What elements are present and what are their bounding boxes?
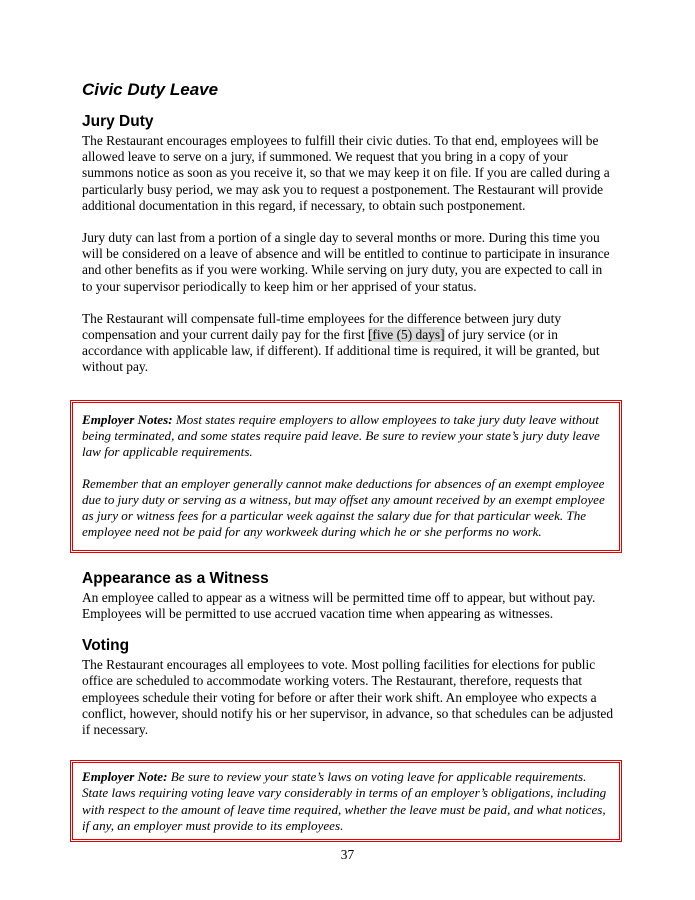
jury-duty-heading: Jury Duty — [82, 113, 154, 130]
document-page — [82, 80, 614, 842]
employer-note-text: Be sure to review your state’s laws on voting leave for applicable requirements. State laws requiring voting leave vary considerably in terms of an employer’s obligations, including with respect to the amount of leave time required, whether the leave must be paid, and what notices, if any, an employer must provide to its employees. — [82, 769, 607, 834]
jury-duty-paragraph-2: Jury duty can last from a portion of a single day to several months or more. During this time you will be considered on a leave of absence and will be entitled to continue to participate in insurance and other benefits as if you were working. While serving on jury duty, you are expected to call in to your supervisor periodically to keep him or her apprised of your status. — [82, 230, 610, 294]
employer-notes-text-1: Most states require employers to allow employees to take jury duty leave without being terminated, and some states require paid leave. Be sure to review your state’s jury duty leave law for applicable requirements. — [82, 411, 600, 460]
witness-heading: Appearance as a Witness — [82, 569, 269, 587]
employer-notes-paragraph-2: Remember that an employer generally cannot make deductions for absences of an exempt employee due to jury duty or serving as a witness, but may offset any amount received by an exempt employee as jury or witness fees for a particular week against the salary due for that particular week. The employee need not be paid for any workweek during which he or she performs no work. — [82, 475, 605, 540]
employer-notes-label: Employer Notes: — [82, 411, 173, 427]
jury-duty-paragraph-3 — [82, 311, 614, 376]
jury-duty-paragraph-3-end: of jury service (or in accordance with applicable law, if different). If additional time is required, it will be granted, but without pay. — [82, 327, 600, 375]
voting-paragraph: The Restaurant encourages all employees to vote. Most polling facilities for elections for public office are scheduled to accommodate working voters. The Restaurant, therefore, requests that employees schedule their voting for before or after their work shift. An employee who expects a conflict, however, should notify his or her supervisor, in advance, so that schedules can be adjusted if necessary. — [82, 657, 614, 737]
witness-paragraph: An employee called to appear as a witness will be permitted time off to appear, but without pay. Employees will be permitted to use accrued vacation time when appearing as witnesses. — [82, 589, 596, 621]
jury-duty-paragraph-1: The Restaurant encourages employees to fulfill their civic duties. To that end, employees will be allowed leave to serve on a jury, if summoned. We request that you bring in a copy of your summons notice as soon as you receive it, so that we may keep it on file. If you are called during a particularly busy period, we may ask you to request a postponement. The Restaurant will provide additional documentation in this regard, if necessary, to obtain such postponement. — [82, 133, 610, 213]
employer-notes-paragraph-1 — [73, 412, 613, 461]
voting-heading: Voting — [82, 637, 130, 655]
section-title: Civic Duty Leave — [82, 80, 219, 99]
highlighted-placeholder: [five (5) days] — [367, 327, 445, 343]
page-number: 37 — [340, 847, 355, 862]
employer-note-paragraph — [73, 769, 613, 834]
employer-note-label: Employer Note: — [82, 769, 168, 785]
employer-note-box — [70, 760, 622, 842]
employer-notes-box — [70, 400, 622, 553]
jury-duty-paragraph-3-start: The Restaurant will compensate full-time employees for the difference between jury duty compensation and your current daily pay for the first — [82, 310, 562, 343]
